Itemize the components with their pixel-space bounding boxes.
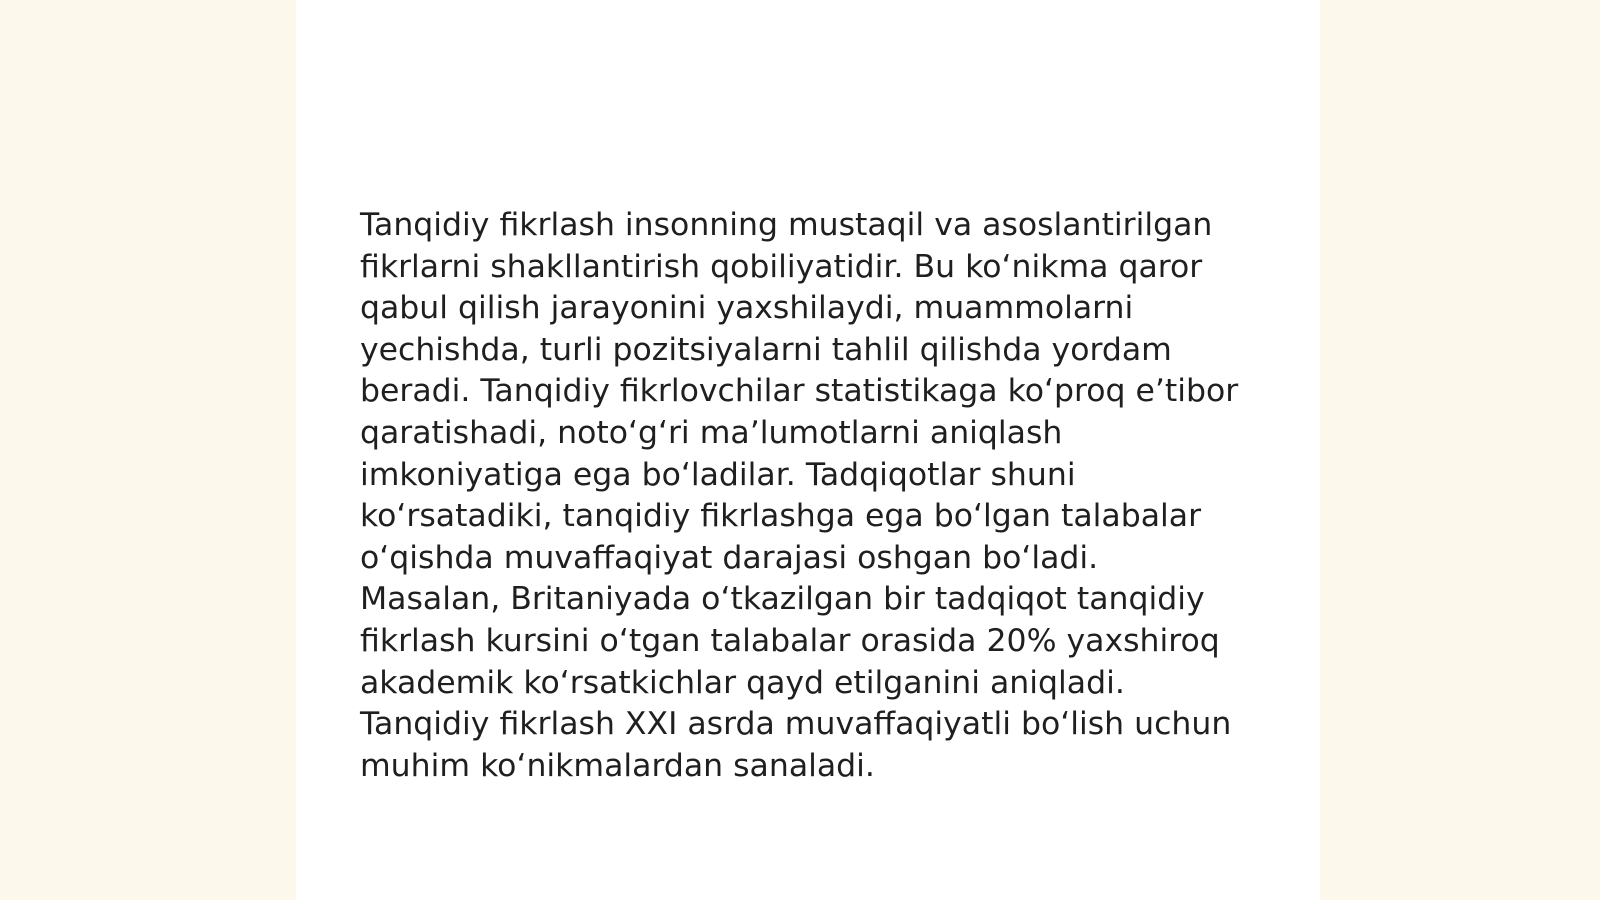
- slide-panel: [296, 0, 1320, 900]
- slide-paragraph: Tanqidiy fikrlash insonning mustaqil va asoslantirilgan fikrlarni shakllantirish qobiliyatidir. Bu ko‘nikma qaror qabul qilish jarayonini yaxshilaydi, muammolarni yechishda, turli pozitsiyalarni tahlil qilishda yordam beradi. Tanqidiy fikrlovchilar statistikaga ko‘proq e’tibor qaratishadi, noto‘g‘ri ma’lumotlarni aniqlash imkoniyatiga ega bo‘ladilar. Tadqiqotlar shuni ko‘rsatadiki, tanqidiy fikrlashga ega bo‘lgan talabalar o‘qishda muvaffaqiyat darajasi oshgan bo‘ladi. Masalan, Britaniyada o‘tkazilgan bir tadqiqot tanqidiy fikrlash kursini o‘tgan talabalar orasida 20% yaxshiroq akademik ko‘rsatkichlar qayd etilganini aniqladi. Tanqidiy fikrlash XXI asrda muvaffaqiyatli bo‘lish uchun muhim ko‘nikmalardan sanaladi.: [360, 207, 1239, 784]
